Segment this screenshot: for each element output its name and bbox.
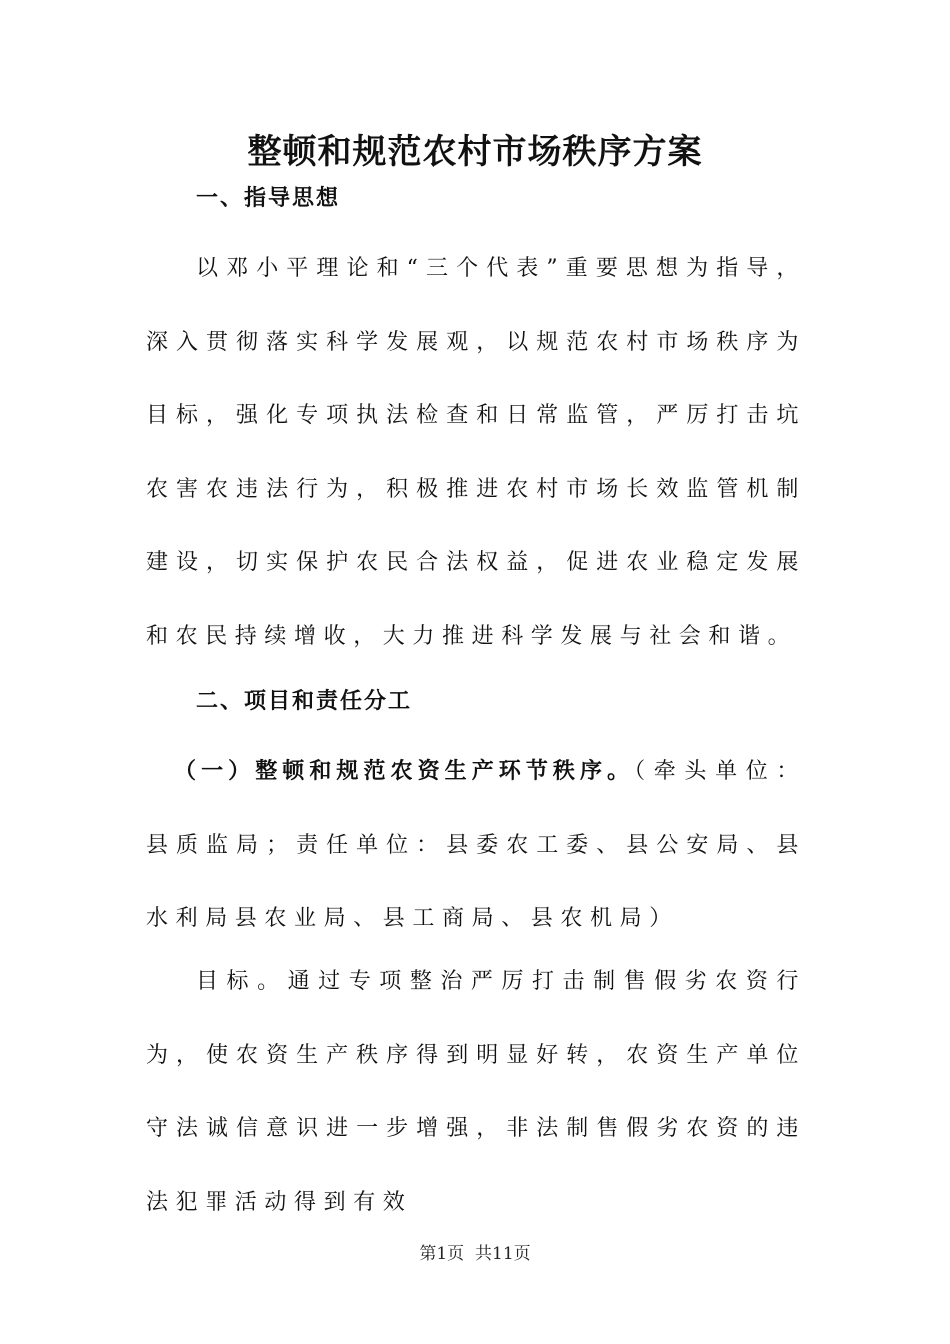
guiding-ideology-paragraph: 以邓小平理论和“三个代表”重要思想为指导，深入贯彻落实科学发展观，以规范农村市场秩序为目标，强化专项执法检查和日常监管，严厉打击坑农害农违法行为，积极推进农村市场长效监管机制建设，切实保护农民合法权益，促进农业稳定发展和农民持续增收，大力推进科学发展与社会和谐。 <box>146 256 806 649</box>
goal-paragraph: 目标。通过专项整治严厉打击制售假劣农资行为，使农资生产秩序得到明显好转，农资生产单位守法诚信意识进一步增强，非法制售假劣农资的违法犯罪活动得到有效 <box>146 969 806 1215</box>
section-heading-projects-and-responsibilities: 二、项目和责任分工 <box>196 689 413 714</box>
page-footer <box>0 1241 950 1267</box>
page-total: 共11页 <box>475 1244 531 1264</box>
subsection-title: （一）整顿和规范农资生产环节秩序。 <box>174 759 635 784</box>
subsection-paragraph-agricultural-production <box>146 735 806 956</box>
section-heading-guiding-ideology: 一、指导思想 <box>196 186 341 211</box>
responsible-units-text: （牵头单位：县质监局；责任单位：县委农工委、县公安局、县水利局县农业局、县工商局、县农机局） <box>146 759 806 932</box>
document-title: 整顿和规范农村市场秩序方案 <box>247 132 703 172</box>
page-number: 第1页 <box>419 1244 465 1264</box>
